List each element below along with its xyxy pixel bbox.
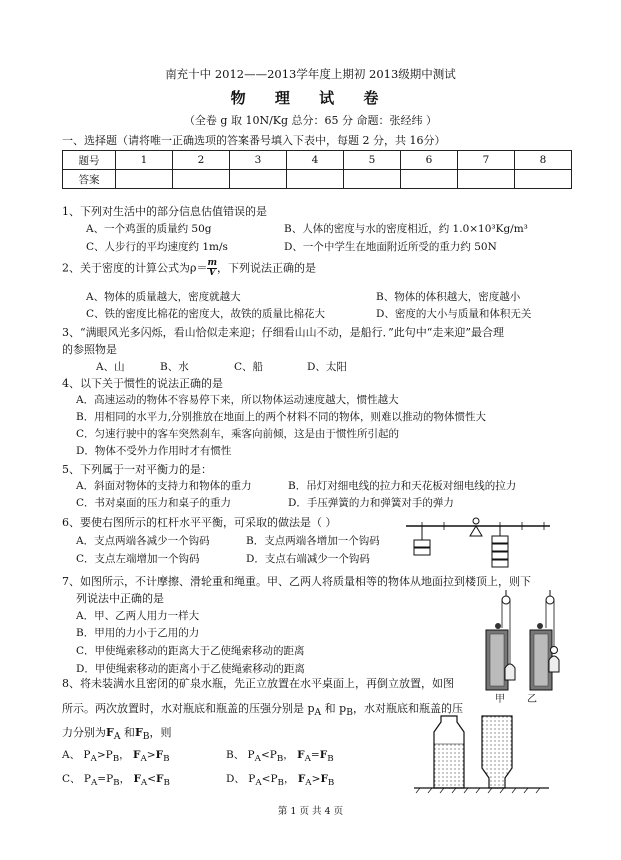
q5-stem: 5、下列属于一对平衡力的是： bbox=[62, 463, 212, 476]
symbol: P bbox=[105, 749, 113, 761]
answer-cell[interactable] bbox=[287, 170, 344, 189]
subscript: B bbox=[277, 778, 284, 789]
answer-cell[interactable] bbox=[173, 170, 230, 189]
subscript: A bbox=[90, 754, 97, 765]
q8-option-b bbox=[226, 747, 334, 764]
formula-numerator: m bbox=[207, 258, 217, 268]
q8-and: 和 p bbox=[321, 702, 347, 715]
subscript: B bbox=[163, 778, 170, 789]
q3-option-a: A、山 bbox=[96, 361, 125, 373]
comma: ， bbox=[283, 773, 295, 785]
q8-stem-line1: 8、将未装满水且密闭的矿泉水瓶，先正立放置在水平桌面上，再倒立放置，如图 bbox=[62, 677, 454, 690]
comma: ， bbox=[119, 773, 131, 785]
subscript: B bbox=[113, 778, 120, 789]
answer-cell[interactable] bbox=[458, 170, 515, 189]
q2-option-c: C、铁的密度比棉花的密度大，故铁的质量比棉花大 bbox=[86, 308, 326, 320]
subscript-a: A bbox=[113, 731, 121, 743]
answer-cell[interactable] bbox=[230, 170, 287, 189]
symbol: P bbox=[269, 749, 277, 761]
pulley-figure bbox=[482, 588, 572, 693]
option-label: A、 P bbox=[62, 749, 91, 761]
question-number-cell: 4 bbox=[287, 151, 344, 170]
q7-option-a: A．甲、乙两人用力一样大 bbox=[76, 610, 200, 622]
force-symbol: F bbox=[106, 726, 114, 739]
figure-label-jia: 甲 bbox=[495, 694, 505, 705]
table-label-cell: 题号 bbox=[63, 151, 116, 170]
section-heading: 一、选择题（请将唯一正确选项的答案番号填入下表中，每题 2 分，共 16分） bbox=[62, 134, 446, 147]
subscript: A bbox=[254, 754, 261, 765]
q8-line3-post: ，则 bbox=[149, 726, 172, 739]
relation: < bbox=[260, 749, 270, 761]
force-symbol: F bbox=[320, 773, 328, 785]
question-number-cell: 5 bbox=[344, 151, 401, 170]
q7-option-d: D．甲使绳索移动的距离小于乙使绳索移动的距离 bbox=[76, 663, 305, 675]
q4-stem: 4、以下关于惯性的说法正确的是 bbox=[62, 377, 223, 390]
q4-option-a: A．高速运动的物体不容易停下来，所以物体运动速度越大，惯性越大 bbox=[76, 394, 399, 406]
subscript: B bbox=[327, 778, 335, 789]
force-symbol: F bbox=[133, 749, 141, 761]
q4-option-c: C．匀速行驶中的客车突然刹车，乘客向前倾，这是由于惯性所引起的 bbox=[76, 428, 400, 440]
q2-stem-pre: 2、关于密度的计算公式为ρ＝ bbox=[62, 261, 208, 275]
q8-stem-line3 bbox=[62, 724, 171, 742]
option-label: D、 P bbox=[226, 773, 256, 785]
q5-option-c: C．书对桌面的压力和桌子的重力 bbox=[76, 497, 232, 509]
q6-option-b: B．支点两端各增加一个钩码 bbox=[246, 535, 380, 547]
answer-cell[interactable] bbox=[116, 170, 173, 189]
q3-stem-line2: 的参照物是 bbox=[62, 343, 117, 356]
force-symbol: F bbox=[134, 726, 143, 739]
subscript: A bbox=[255, 778, 262, 789]
subscript: A bbox=[140, 754, 147, 765]
question-number-cell: 6 bbox=[401, 151, 458, 170]
q1-option-c: C、人步行的平均速度约 1m/s bbox=[86, 241, 228, 253]
subscript: B bbox=[327, 754, 334, 765]
symbol: P bbox=[270, 773, 278, 785]
formula-denominator: V bbox=[208, 268, 216, 278]
bottle-figure bbox=[414, 712, 554, 794]
answer-cell[interactable] bbox=[515, 170, 572, 189]
exam-info-line: （全卷 g 取 10N/Kg 总分：65 分 命题：张经纬 ） bbox=[183, 114, 438, 127]
force-symbol: F bbox=[155, 749, 164, 761]
symbol: P bbox=[106, 773, 114, 785]
table-label-cell: 答案 bbox=[63, 170, 116, 189]
q8-option-a bbox=[62, 747, 170, 764]
q2-stem bbox=[62, 259, 316, 278]
subscript-b: B bbox=[346, 707, 353, 719]
q2-option-d: D、密度的大小与质量和体积无关 bbox=[376, 308, 532, 320]
q3-stem-line1: 3、“满眼风光多闪烁，看山恰似走来迎；仔细看山山不动，是船行．”此句中“走来迎”最合理 bbox=[62, 326, 504, 339]
subscript: B bbox=[276, 754, 284, 765]
force-symbol: F bbox=[297, 749, 305, 761]
relation: > bbox=[96, 749, 106, 761]
q4-option-d: D．物体不受外力作用时才有惯性 bbox=[76, 445, 232, 457]
question-number-cell: 3 bbox=[230, 151, 287, 170]
subscript: A bbox=[140, 778, 148, 789]
force-symbol: F bbox=[319, 749, 328, 761]
relation: > bbox=[146, 749, 156, 761]
q3-option-d: D、太阳 bbox=[307, 361, 347, 373]
q7-stem-line2: 列说法中正确的是 bbox=[76, 592, 164, 605]
q6-option-c: C．支点左端增加一个钩码 bbox=[76, 553, 200, 565]
q2-option-a: A、物体的质量越大，密度就越大 bbox=[86, 291, 241, 303]
density-formula bbox=[207, 259, 217, 278]
q7-option-b: B．甲用的力小于乙用的力 bbox=[76, 627, 200, 639]
q4-option-b: B．用相同的水平力,分别推放在地面上的两个材料不同的物体，则难以推动的物体惯性大 bbox=[76, 411, 487, 423]
table-row bbox=[63, 170, 572, 189]
q8-stem-line2 bbox=[62, 700, 463, 718]
subscript: B bbox=[112, 754, 120, 765]
figure-label-yi: 乙 bbox=[527, 694, 537, 705]
subscript: A bbox=[304, 754, 311, 765]
comma: ， bbox=[119, 749, 130, 761]
q8-option-d bbox=[226, 771, 334, 788]
q5-option-b: B．吊灯对细电线的拉力和天花板对细电线的拉力 bbox=[288, 480, 517, 492]
q8-line3-pre: 力分别为 bbox=[62, 726, 106, 739]
q8-option-c bbox=[62, 771, 170, 788]
relation: = bbox=[310, 749, 320, 761]
q6-stem: 6、要使右图所示的杠杆水平平衡，可采取的做法是（ ） bbox=[62, 516, 337, 529]
q8-line2-post: ，水对瓶底和瓶盖的压 bbox=[352, 702, 463, 715]
q5-option-d: D．手压弹簧的力和弹簧对手的弹力 bbox=[288, 497, 454, 509]
lever-figure bbox=[404, 508, 554, 568]
answer-cell[interactable] bbox=[344, 170, 401, 189]
relation: = bbox=[97, 773, 107, 785]
q7-stem-line1: 7、如图所示，不计摩擦、滑轮重和绳重。甲、乙两人将质量相等的物体从地面拉到楼顶上，则下 bbox=[62, 575, 531, 588]
q1-stem: 1、下列对生活中的部分信息估值错误的是 bbox=[62, 205, 267, 218]
page-footer: 第 1 页 共 4 页 bbox=[277, 806, 344, 817]
table-row bbox=[63, 151, 572, 170]
exam-subject-title: 物 理 试 卷 bbox=[230, 89, 391, 107]
comma: ， bbox=[283, 749, 294, 761]
subscript-a: A bbox=[314, 707, 322, 719]
force-symbol: F bbox=[156, 773, 164, 785]
exam-school-title: 南充十中 2012——2013学年度上期初 2013级期中测试 bbox=[165, 67, 456, 81]
q6-option-d: D．支点右端减少一个钩码 bbox=[246, 553, 370, 565]
force-symbol: F bbox=[133, 773, 141, 785]
answer-table bbox=[62, 150, 572, 189]
q1-option-d: D、一个中学生在地面附近所受的重力约 50N bbox=[284, 241, 497, 253]
q8-line2-pre: 所示。两次放置时，水对瓶底和瓶盖的压强分别是 p bbox=[62, 702, 315, 715]
subscript-b: B bbox=[142, 731, 150, 743]
force-symbol: F bbox=[297, 773, 306, 785]
option-label: B、 P bbox=[226, 749, 255, 761]
answer-cell[interactable] bbox=[401, 170, 458, 189]
q2-stem-post: ，下列说法正确的是 bbox=[217, 261, 316, 275]
q3-option-b: B、水 bbox=[160, 361, 189, 373]
subscript: A bbox=[90, 778, 98, 789]
relation: < bbox=[261, 773, 271, 785]
q1-option-a: A、一个鸡蛋的质量约 50g bbox=[86, 223, 212, 235]
question-number-cell: 2 bbox=[173, 151, 230, 170]
q3-option-c: C、船 bbox=[234, 361, 264, 373]
q5-option-a: A．斜面对物体的支持力和物体的重力 bbox=[76, 480, 252, 492]
option-label: C、 P bbox=[62, 773, 91, 785]
q8-line3-and: 和 bbox=[120, 726, 135, 739]
question-number-cell: 7 bbox=[458, 151, 515, 170]
subscript: B bbox=[163, 754, 170, 765]
q1-option-b: B、人体的密度与水的密度相近，约 1.0×10³Kg/m³ bbox=[284, 223, 528, 235]
subscript: A bbox=[305, 778, 312, 789]
question-number-cell: 8 bbox=[515, 151, 572, 170]
q2-option-b: B、物体的体积越大，密度越小 bbox=[376, 291, 521, 303]
question-number-cell: 1 bbox=[116, 151, 173, 170]
q6-option-a: A．支点两端各减少一个钩码 bbox=[76, 535, 210, 547]
q7-option-c: C．甲使绳索移动的距离大于乙使绳索移动的距离 bbox=[76, 645, 305, 657]
relation: < bbox=[147, 773, 157, 785]
relation: > bbox=[311, 773, 321, 785]
